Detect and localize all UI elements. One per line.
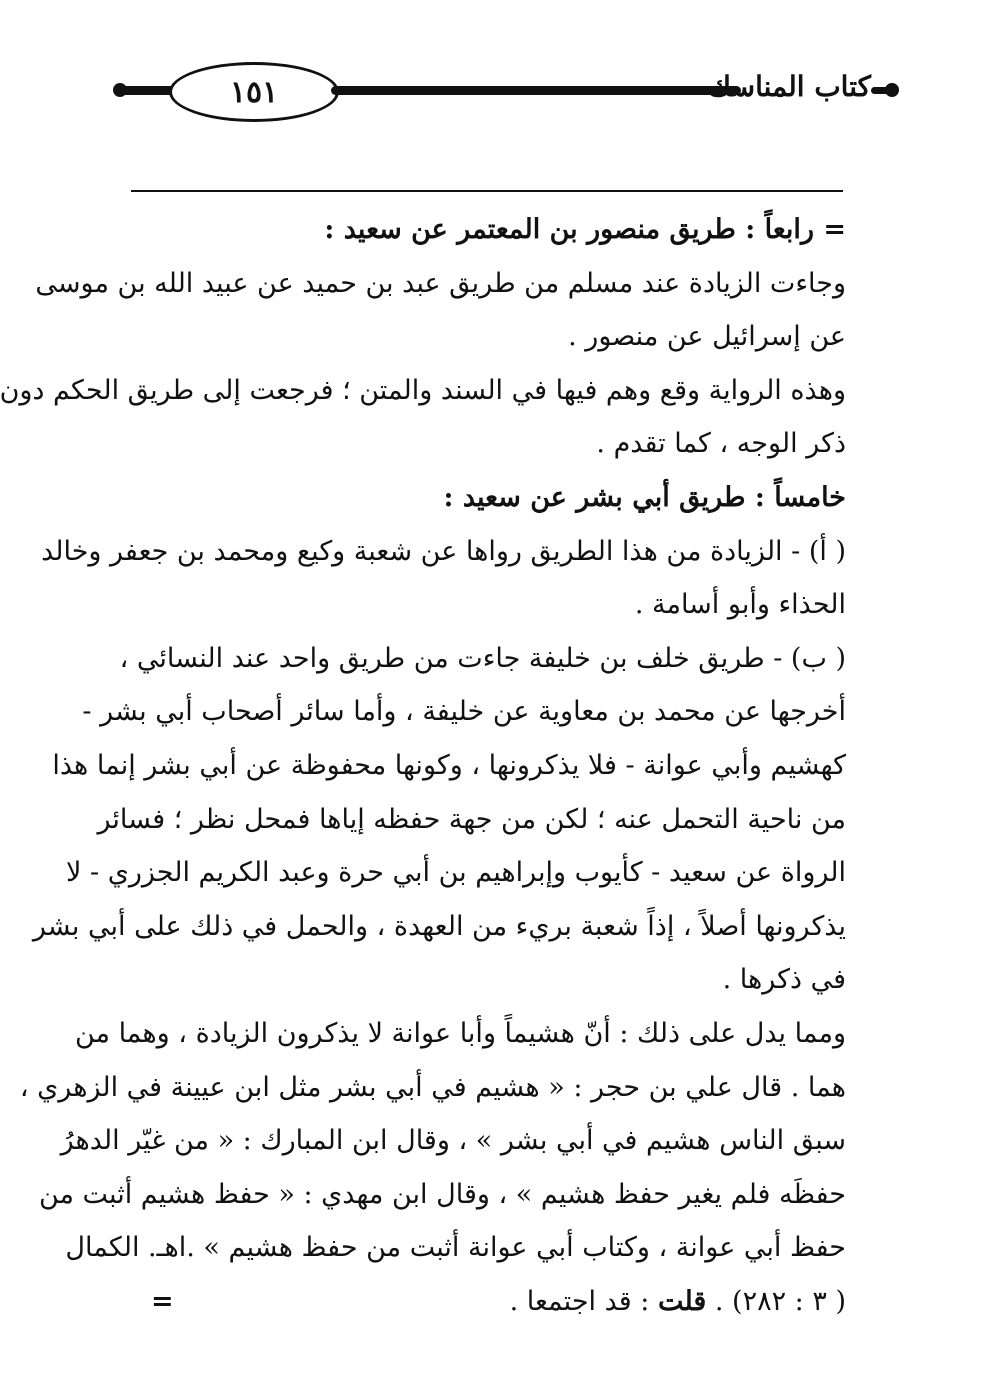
text-line: عن إسرائيل عن منصور . [568, 321, 846, 353]
text-line-last [129, 1275, 846, 1329]
text-line: في ذكرها . [722, 964, 846, 996]
text-line: الرواة عن سعيد - كأيوب وإبراهيم بن أبي حرة وعبد الكريم الجزري - لا [66, 857, 846, 889]
last-line-prefix: ( ٣ : ٢٨٢) . [706, 1285, 846, 1317]
last-line-bold-word: قلت [657, 1285, 707, 1317]
text-line: وهذه الرواية وقع وهم فيها في السند والمتن ؛ فرجعت إلى طريق الحكم دون [0, 374, 846, 406]
text-line: حفظَه فلم يغير حفظ هشيم » ، وقال ابن مهدي : « حفظ هشيم أثبت من [38, 1178, 846, 1210]
text-line: ومما يدل على ذلك : أنّ هشيماً وأبا عوانة لا يذكرون الزيادة ، وهما من [74, 1017, 846, 1049]
continuation-mark: = [151, 1285, 174, 1317]
text-line: حفظ أبي عوانة ، وكتاب أبي عوانة أثبت من حفظ هشيم » .اهـ. الكمال [65, 1232, 846, 1264]
running-header [111, 58, 901, 128]
text-line: ( ب) - طريق خلف بن خليفة جاءت من طريق واحد عند النسائي ، [119, 642, 846, 674]
text-line: ذكر الوجه ، كما تقدم . [596, 428, 846, 460]
page-number: ١٥١ [229, 74, 279, 110]
text-line: وجاءت الزيادة عند مسلم من طريق عبد بن حميد عن عبيد الله بن موسى [35, 267, 846, 299]
text-line: خامساً : طريق أبي بشر عن سعيد : [443, 481, 846, 513]
text-line: كهشيم وأبي عوانة - فلا يذكرونها ، وكونها محفوظة عن أبي بشر إنما هذا [52, 749, 846, 781]
text-line: أخرجها عن محمد بن معاوية عن خليفة ، وأما سائر أصحاب أبي بشر - [82, 696, 846, 728]
book-title: كتاب المناسك [708, 70, 871, 103]
text-line: من ناحية التحمل عنه ؛ لكن من جهة حفظه إياها فمحل نظر ؛ فسائر [97, 803, 846, 835]
text-line: = رابعاً : طريق منصور بن المعتمر عن سعيد : [324, 214, 846, 245]
last-line-suffix: : قد اجتمعا . [509, 1285, 658, 1317]
text-line: سبق الناس هشيم في أبي بشر » ، وقال ابن المبارك : « من غيّر الدهرُ [60, 1125, 846, 1157]
footnote-separator-rule [131, 190, 843, 192]
footnote-text [0, 203, 846, 1328]
page-number-oval [169, 62, 339, 122]
header-ornament-right-dot [885, 83, 899, 97]
text-line: ( أ) - الزيادة من هذا الطريق رواها عن شعبة وكيع ومحمد بن جعفر وخالد [41, 535, 846, 567]
text-line: يذكرونها أصلاً ، إذاً شعبة بريء من العهدة ، والحمل في ذلك على أبي بشر [32, 910, 846, 942]
text-line: هما . قال علي بن حجر : « هشيم في أبي بشر مثل ابن عيينة في الزهري ، [19, 1071, 846, 1103]
text-line: الحذاء وأبو أسامة . [634, 589, 846, 621]
header-ornament-middle-line [331, 86, 741, 95]
